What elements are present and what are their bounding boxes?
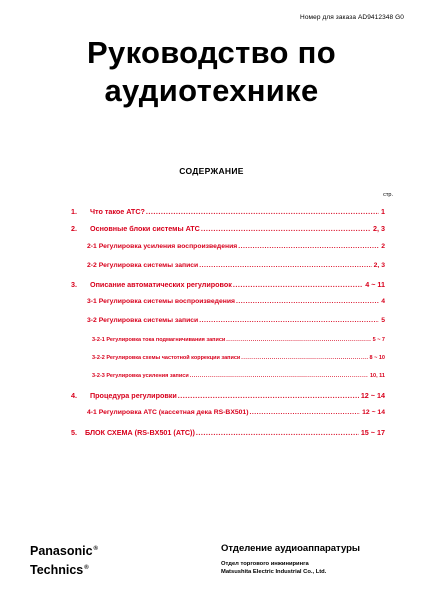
toc-entry-label: БЛОК СХЕМА (RS-BX501 (ATC)) [85,428,195,437]
toc-entry-page: 2, 3 [373,224,385,233]
toc-entry-page: 15 ~ 17 [360,428,385,437]
toc-entry-2-2[interactable] [87,262,385,269]
toc-entry-page: 4 [381,298,385,305]
toc-entry-3-2[interactable] [87,317,385,324]
toc-leader-dots [241,355,367,361]
department-name: Отделение аудиоаппаратуры [221,543,361,554]
company-name: Matsushita Electric Industrial Co., Ltd. [221,569,327,575]
toc-entry-2[interactable] [71,224,385,233]
toc-entry-page: 2, 3 [373,262,385,269]
toc-entry-label: Что такое ATC? [90,207,145,216]
toc-leader-dots [236,298,379,305]
toc-leader-dots [190,373,368,379]
toc-leader-dots [199,262,371,269]
toc-entry-number: 1. [71,207,77,216]
toc-entry-label: Процедура регулировки [90,391,177,400]
toc-leader-dots [196,428,359,437]
toc-entry-number: 2. [71,224,77,233]
order-number: Номер для заказа AD9412348 G0 [300,14,404,21]
toc-entry-3-1[interactable] [87,298,385,305]
toc-leader-dots [238,243,379,250]
toc-entry-4[interactable] [71,391,385,400]
toc-entry-label: 3-2-1 Регулировка тока подмагничивания записи [92,337,226,343]
toc-entry-1[interactable] [71,207,385,216]
toc-entry-4-1[interactable] [87,409,385,416]
toc-leader-dots [201,224,371,233]
toc-entry-number: 4. [71,391,77,400]
toc-entry-page: 4 ~ 11 [365,280,385,289]
toc-entry-label: 2-1 Регулировка усиления воспроизведения [87,243,238,250]
toc-entry-2-1[interactable] [87,243,385,250]
toc-entry-page: 5 [381,317,385,324]
toc-heading: СОДЕРЖАНИЕ [179,166,244,176]
toc-entry-page: 2 [381,243,385,250]
toc-entry-3-2-2[interactable] [92,355,385,361]
brand-technics: Technics® [30,563,89,577]
registered-mark: ® [93,546,98,552]
toc-entry-number: 5. [71,428,77,437]
toc-entry-3-2-3[interactable] [92,373,385,379]
company-division: Отдел торгового инжиниринга [221,561,309,567]
toc-entry-label: 2-2 Регулировка системы записи [87,262,199,269]
title-line-1: Руководство по [87,35,336,70]
page-column-label: стр. [383,192,393,198]
toc-entry-label: Основные блоки системы ATC [90,224,200,233]
brand-logo [30,541,98,579]
toc-entry-page: 8 ~ 10 [369,355,385,361]
toc-entry-5[interactable] [71,428,385,437]
toc-leader-dots [249,409,360,416]
brand-panasonic: Panasonic® [30,544,98,558]
toc-entry-page: 12 ~ 14 [360,391,385,400]
toc-leader-dots [199,317,379,324]
toc-entry-label: 3-2-3 Регулировка усиления записи [92,373,189,379]
toc-entry-label: Описание автоматических регулировок [90,280,232,289]
toc-entry-label: 3-2-2 Регулировка схемы частотной коррекции записи [92,355,241,361]
toc-entry-3[interactable] [71,280,385,289]
toc-entry-number: 3. [71,280,77,289]
toc-leader-dots [226,337,370,343]
toc-entry-label: 3-1 Регулировка системы воспроизведения [87,298,236,305]
toc-entry-label: 4-1 Регулировка ATC (кассетная дека RS-BX501) [87,409,249,416]
toc-entry-3-2-1[interactable] [92,337,385,343]
toc-leader-dots [233,280,363,289]
registered-mark: ® [84,565,89,571]
toc-entry-page: 10, 11 [370,373,385,379]
toc-entry-label: 3-2 Регулировка системы записи [87,317,199,324]
toc-leader-dots [146,207,379,216]
company-info [221,560,326,576]
toc-entry-page: 1 [381,207,385,216]
toc-entry-page: 5 ~ 7 [372,337,385,343]
toc-leader-dots [178,391,359,400]
toc-entry-page: 12 ~ 14 [362,409,385,416]
title-line-2: аудиотехнике [104,73,319,108]
